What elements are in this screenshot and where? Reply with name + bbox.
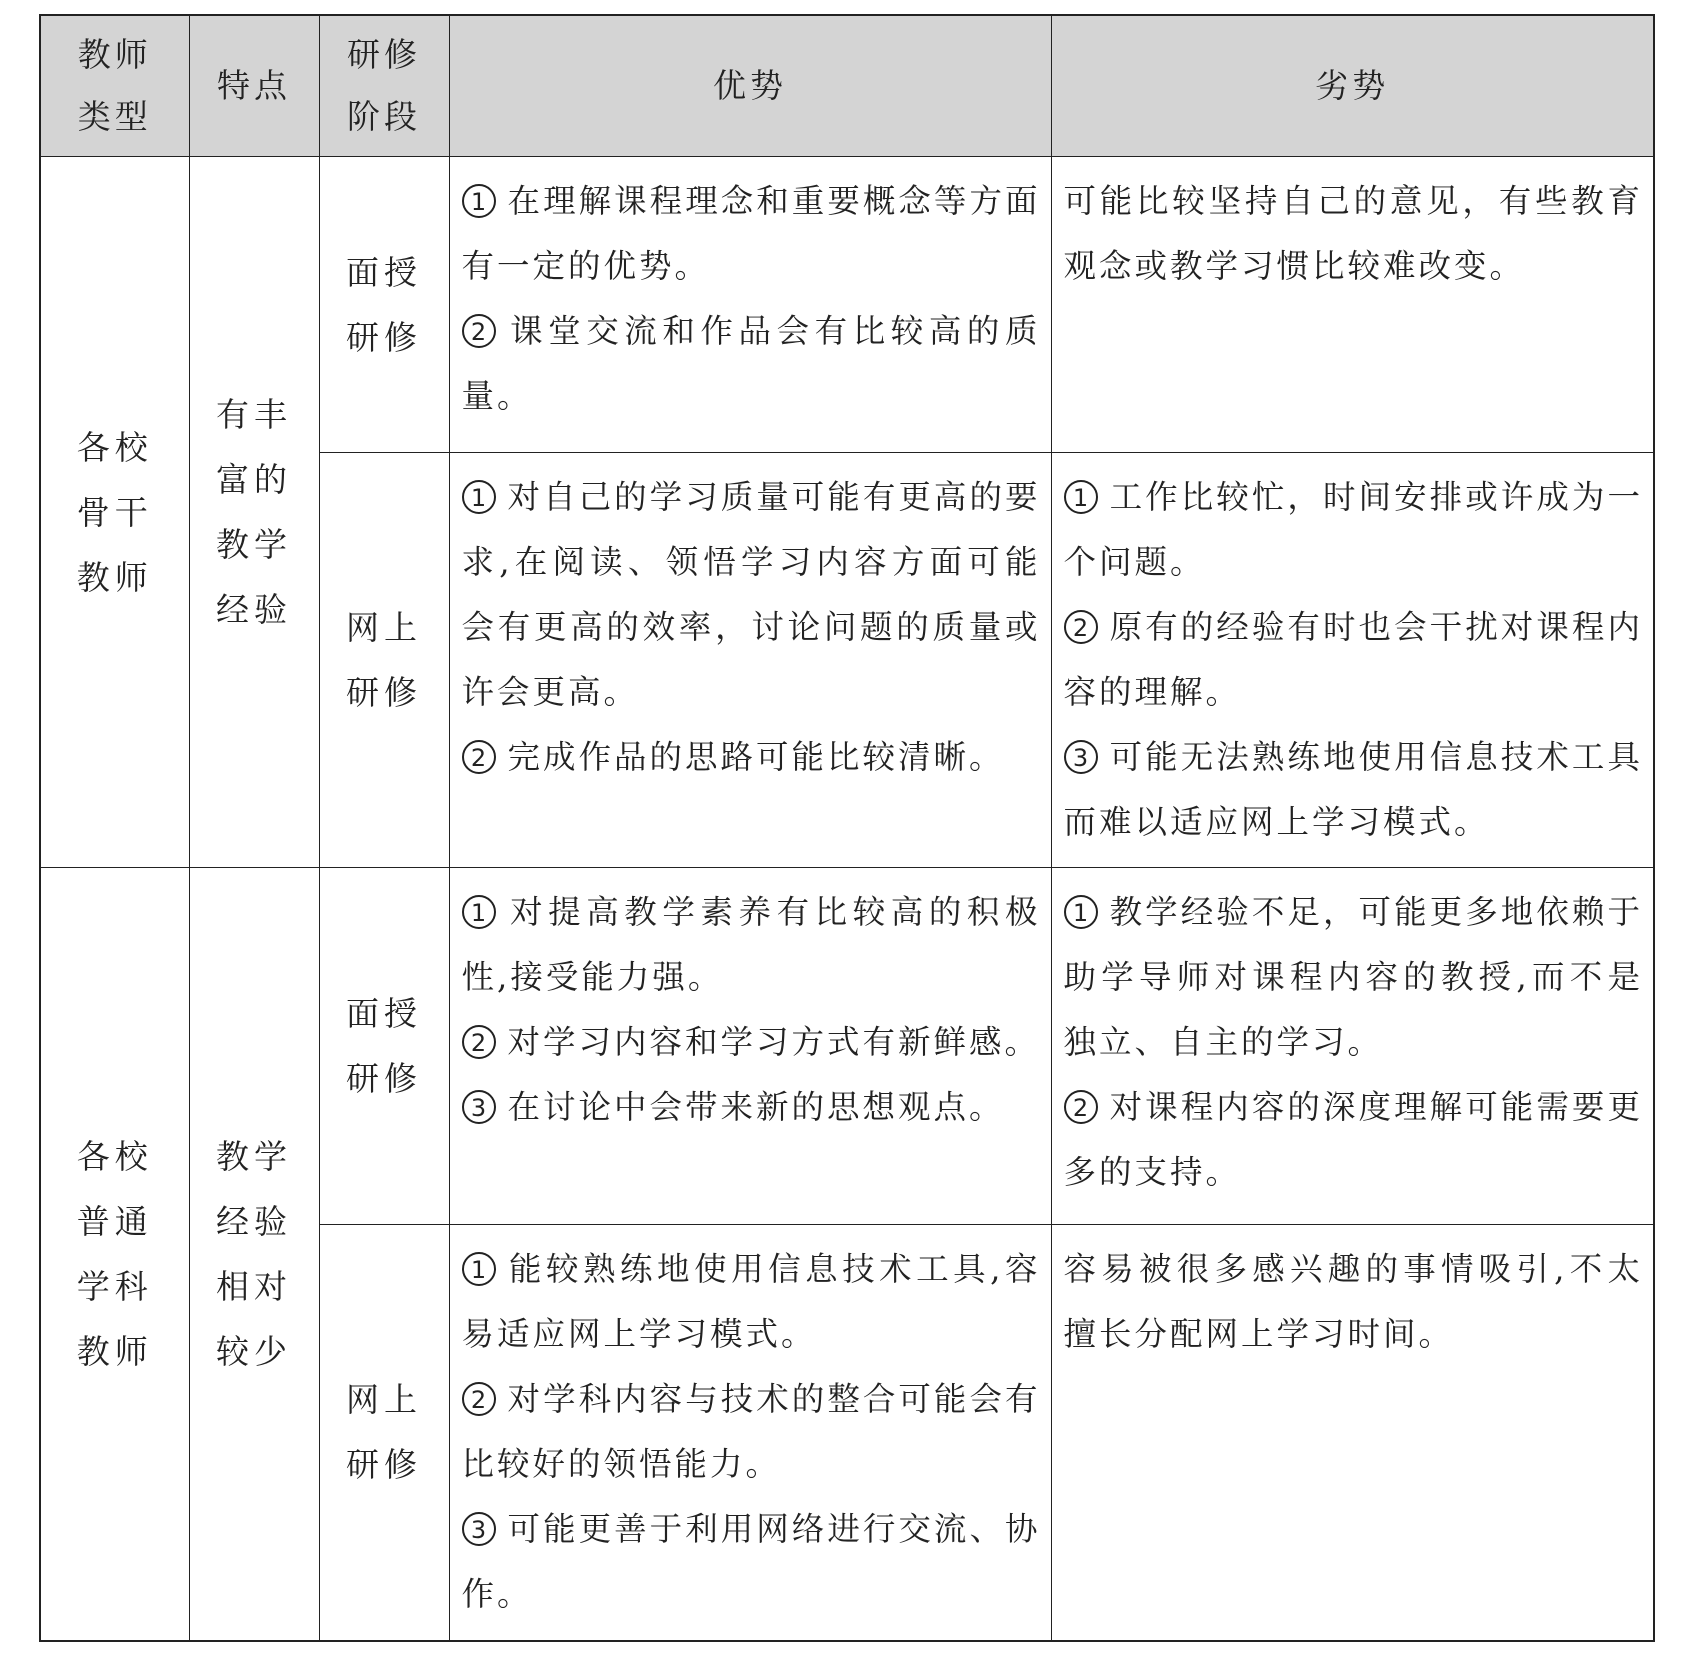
item-text: 可能无法熟练地使用信息技术工具而难以适应网上学习模式。 <box>1063 738 1643 841</box>
header-disadvantages-text: 劣势 <box>1315 66 1390 105</box>
item-text: 可能更善于利用网络进行交流、协作。 <box>461 1510 1041 1613</box>
item-text: 对学习内容和学习方式有新鲜感。 <box>507 1023 1041 1061</box>
header-advantages <box>449 15 1051 157</box>
table-header <box>40 15 1654 157</box>
feature-line: 教学 <box>216 525 292 564</box>
circled-number: 3 <box>462 1090 496 1124</box>
stage-line: 网上 <box>346 1380 422 1420</box>
stage-cell <box>319 1225 449 1641</box>
disadvantages-cell <box>1051 1225 1654 1641</box>
stage-line: 面授 <box>346 252 422 292</box>
circled-number: 2 <box>462 740 496 774</box>
circled-number: 2 <box>1064 1090 1098 1124</box>
disadvantages-cell <box>1051 453 1654 868</box>
circled-number: 1 <box>1064 480 1098 514</box>
stage-line: 研修 <box>346 1059 422 1098</box>
feature-cell <box>189 157 319 868</box>
item-text: 教学经验不足，可能更多地依赖于助学导师对课程内容的教授,而不是独立、自主的学习。 <box>1063 893 1643 1061</box>
advantages-cell <box>449 157 1051 453</box>
table-row <box>40 157 1654 453</box>
header-teacher-type <box>40 15 189 157</box>
feature-line: 较少 <box>216 1331 292 1371</box>
circled-number: 2 <box>462 1025 496 1059</box>
header-stage <box>319 15 449 157</box>
list-item <box>1064 169 1644 299</box>
stage-line: 研修 <box>346 1445 422 1485</box>
circled-number: 3 <box>1064 740 1098 774</box>
circled-number: 1 <box>462 480 496 514</box>
teacher-type-line: 各校 <box>76 1136 153 1176</box>
circled-number: 2 <box>462 314 496 348</box>
item-text: 对课程内容的深度理解可能需要更多的支持。 <box>1063 1088 1643 1191</box>
teacher-comparison-table <box>39 14 1655 1642</box>
header-feature <box>189 15 319 157</box>
item-text: 对学科内容与技术的整合可能会有比较好的领悟能力。 <box>461 1380 1041 1483</box>
header-row <box>40 15 1654 157</box>
list-item <box>1064 880 1644 1075</box>
item-text: 可能比较坚持自己的意见，有些教育观念或教学习惯比较难改变。 <box>1063 182 1643 285</box>
teacher-type-line: 各校 <box>76 427 153 467</box>
feature-line: 经验 <box>216 1201 292 1241</box>
stage-line: 网上 <box>346 608 422 647</box>
list-item <box>1064 725 1644 855</box>
table-body <box>40 157 1654 1641</box>
feature-line: 有丰 <box>216 395 292 434</box>
list-item <box>462 1237 1041 1367</box>
header-teacher-type-line: 类型 <box>77 97 152 136</box>
header-stage-line: 研修 <box>347 35 421 74</box>
teacher-type-line: 骨干 <box>76 492 153 532</box>
teacher-type-cell <box>40 157 189 868</box>
feature-line: 相对 <box>216 1266 292 1306</box>
list-item <box>462 169 1041 299</box>
item-text: 容易被很多感兴趣的事情吸引,不太擅长分配网上学习时间。 <box>1063 1250 1643 1353</box>
circled-number: 1 <box>462 184 496 218</box>
list-item <box>462 465 1041 725</box>
teacher-type-line: 教师 <box>76 557 153 597</box>
list-item <box>1064 1237 1644 1367</box>
stage-cell <box>319 453 449 868</box>
disadvantages-cell <box>1051 868 1654 1225</box>
item-text: 能较熟练地使用信息技术工具,容易适应网上学习模式。 <box>461 1250 1041 1353</box>
list-item <box>1064 595 1644 725</box>
stage-line: 研修 <box>346 317 422 357</box>
stage-line: 研修 <box>346 673 422 712</box>
list-item <box>462 1010 1041 1075</box>
item-text: 在理解课程理念和重要概念等方面有一定的优势。 <box>461 182 1041 285</box>
header-feature-text: 特点 <box>217 66 291 105</box>
teacher-type-line: 教师 <box>76 1331 153 1371</box>
item-text: 对自己的学习质量可能有更高的要求,在阅读、领悟学习内容方面可能会有更高的效率，讨论问题的质量或许会更高。 <box>461 478 1041 711</box>
advantages-cell <box>449 1225 1051 1641</box>
header-advantages-text: 优势 <box>713 66 787 105</box>
feature-line: 教学 <box>216 1136 292 1176</box>
item-text: 工作比较忙，时间安排或许成为一个问题。 <box>1063 478 1643 581</box>
list-item <box>462 299 1041 429</box>
stage-cell <box>319 157 449 453</box>
item-text: 在讨论中会带来新的思想观点。 <box>507 1088 1005 1126</box>
header-disadvantages <box>1051 15 1654 157</box>
feature-line: 经验 <box>216 590 292 629</box>
item-text: 课堂交流和作品会有比较高的质量。 <box>461 312 1041 415</box>
list-item <box>462 1497 1041 1627</box>
list-item <box>462 880 1041 1010</box>
stage-line: 面授 <box>346 994 422 1033</box>
header-stage-line: 阶段 <box>347 97 421 136</box>
item-text: 完成作品的思路可能比较清晰。 <box>507 738 1005 776</box>
teacher-type-cell <box>40 868 189 1641</box>
advantages-cell <box>449 868 1051 1225</box>
list-item <box>1064 465 1644 595</box>
header-teacher-type-line: 教师 <box>77 35 152 74</box>
list-item <box>462 725 1041 790</box>
circled-number: 1 <box>462 1252 496 1286</box>
feature-line: 富的 <box>216 460 292 499</box>
advantages-cell <box>449 453 1051 868</box>
list-item <box>1064 1075 1644 1205</box>
item-text: 对提高教学素养有比较高的积极性,接受能力强。 <box>461 893 1041 996</box>
table-row <box>40 868 1654 1225</box>
circled-number: 1 <box>462 895 496 929</box>
teacher-type-line: 普通 <box>76 1201 153 1241</box>
list-item <box>462 1367 1041 1497</box>
feature-cell <box>189 868 319 1641</box>
circled-number: 2 <box>462 1382 496 1416</box>
list-item <box>462 1075 1041 1140</box>
circled-number: 1 <box>1064 895 1098 929</box>
disadvantages-cell <box>1051 157 1654 453</box>
stage-cell <box>319 868 449 1225</box>
circled-number: 2 <box>1064 610 1098 644</box>
teacher-type-line: 学科 <box>76 1266 153 1306</box>
item-text: 原有的经验有时也会干扰对课程内容的理解。 <box>1063 608 1643 711</box>
circled-number: 3 <box>462 1512 496 1546</box>
